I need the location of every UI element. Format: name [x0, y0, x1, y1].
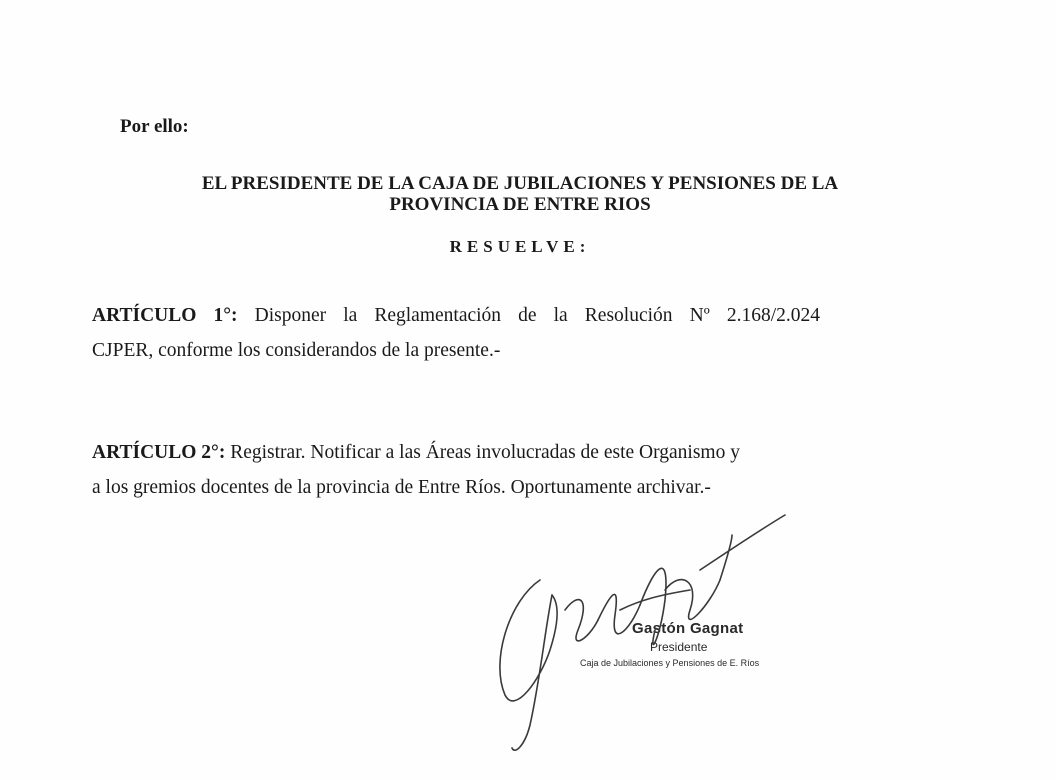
article-2 [92, 435, 740, 505]
article-2-line-2: a los gremios docentes de la provincia de Entre Ríos. Oportunamente archivar.- [92, 477, 711, 498]
stamp-organization: Caja de Jubilaciones y Pensiones de E. Ríos [580, 658, 760, 668]
article-1-text-1: Disponer la Reglamentación de la Resolución Nº 2.168/2.024 [237, 305, 820, 326]
article-2-text-1: Registrar. Notificar a las Áreas involucradas de este Organismo y [225, 442, 740, 463]
article-1-label: ARTÍCULO 1°: [92, 305, 238, 326]
heading-line-1: EL PRESIDENTE DE LA CAJA DE JUBILACIONES Y PENSIONES DE LA [201, 173, 839, 194]
handwritten-signature [470, 510, 790, 760]
stamp-name: Gastón Gagnat [632, 620, 744, 637]
article-2-label: ARTÍCULO 2°: [92, 442, 226, 463]
resuelve-heading: RESUELVE: [449, 237, 591, 256]
intro-text: Por ello: [120, 116, 189, 137]
stamp-role: Presidente [650, 640, 708, 654]
article-1-line-2: CJPER, conforme los considerandos de la presente.- [92, 340, 501, 361]
heading-line-2: PROVINCIA DE ENTRE RIOS [389, 194, 651, 215]
article-2-line-1 [92, 435, 740, 470]
article-1 [92, 298, 820, 368]
article-1-line-1 [92, 298, 820, 333]
